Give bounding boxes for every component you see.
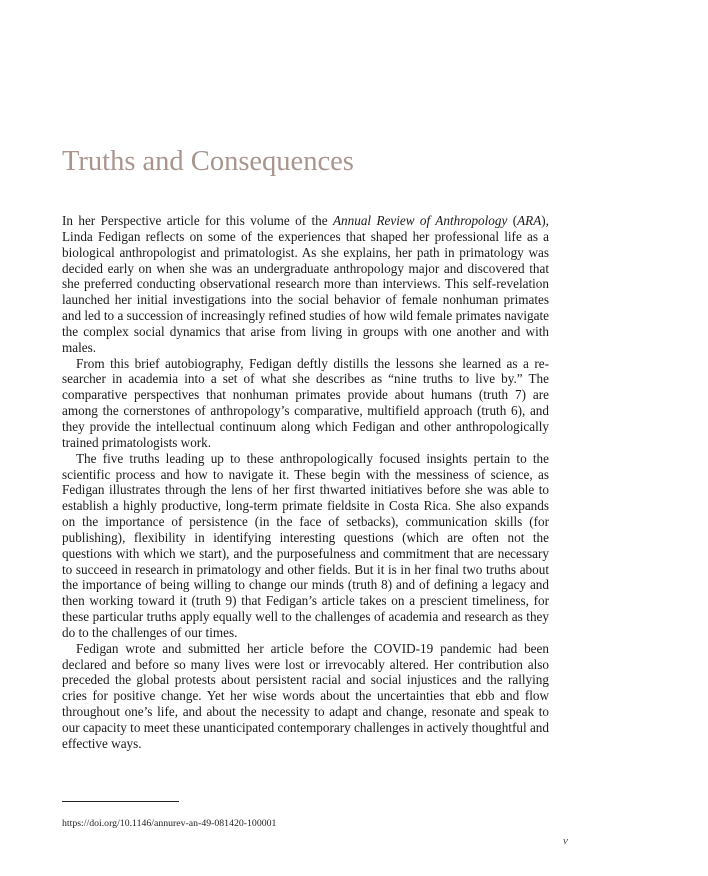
italic-text: ARA <box>517 213 542 228</box>
paragraph-4 <box>62 641 549 752</box>
text-run: Fedigan wrote and submitted her article before the COVID-19 pandemic had been declared and before so many lives were lost or irrevocably altered. Her contribution also preceded the global protests about persistent racial and social injustices and the rallying cries for positive change. Yet her wise words about the uncertainties that ebb and flow throughout one’s life, and about the necessity to adapt and change, resonate and speak to our capacity to meet these unanticipated contemporary challenges in actively thoughtful and effective ways. <box>62 640 549 751</box>
page-number: v <box>563 835 568 847</box>
text-run: In her Perspective article for this volume of the <box>62 213 333 228</box>
text-run: The five truths leading up to these anthropologically focused insights pertain to the scientific process and how to navigate it. These begin with the messiness of science, as Fedigan illustrates through the lens of her first thwarted initiatives before she was able to establish a highly productive, long-term primate fieldsite in Costa Rica. She also expands on the importance of persistence (in the face of setbacks), communication skills (for publishing), flexibility in identifying interesting questions (which are often not the questions with which we start), and the purposefulness and commitment that are necessary to succeed in research in primatology and other fields. But it is in her final two truths about the importance of being willing to change our minds (truth 8) and of defining a legacy and then working toward it (truth 9) that Fedigan’s article takes on a prescient timeliness, for these particular truths apply equally well to the challenges of academia and research as they do to the challenges of our times. <box>62 450 549 640</box>
text-run: From this brief autobiography, Fedigan deftly distills the lessons she learned as a researcher in academia into a set of what she describes as “nine truths to live by.” The comparative perspectives that nonhuman primates provide about humans (truth 7) are among the cornerstones of anthropology’s comparative, multifield approach (truth 6), and they provide the intellectual continuum along which Fedigan and other anthropologically trained primatologists work. <box>62 355 549 450</box>
paragraph-3 <box>62 451 549 641</box>
footnote-rule <box>62 801 179 802</box>
paragraph-1 <box>62 213 549 356</box>
doi-link[interactable]: https://doi.org/10.1146/annurev-an-49-081420-100001 <box>62 818 277 829</box>
italic-text: Annual Review of Anthropology <box>333 213 508 228</box>
text-run: ), Linda Fedigan reflects on some of the experiences that shaped her professional life as a biological anthropologist and primatologist. As she explains, her path in primatology was decided early on when she was an undergraduate anthropology major and discovered that she preferred conducting observational research more than interviews. This self-revelation launched her initial investigations into the social behavior of female nonhuman primates and led to a succession of increasingly refined studies of how wild female primates navigate the complex social dynamics that arise from living in groups with one another and with males. <box>62 213 549 355</box>
text-run: ( <box>507 213 518 228</box>
page-title: Truths and Consequences <box>62 146 354 177</box>
paragraph-2 <box>62 356 549 451</box>
body-text <box>62 213 549 752</box>
